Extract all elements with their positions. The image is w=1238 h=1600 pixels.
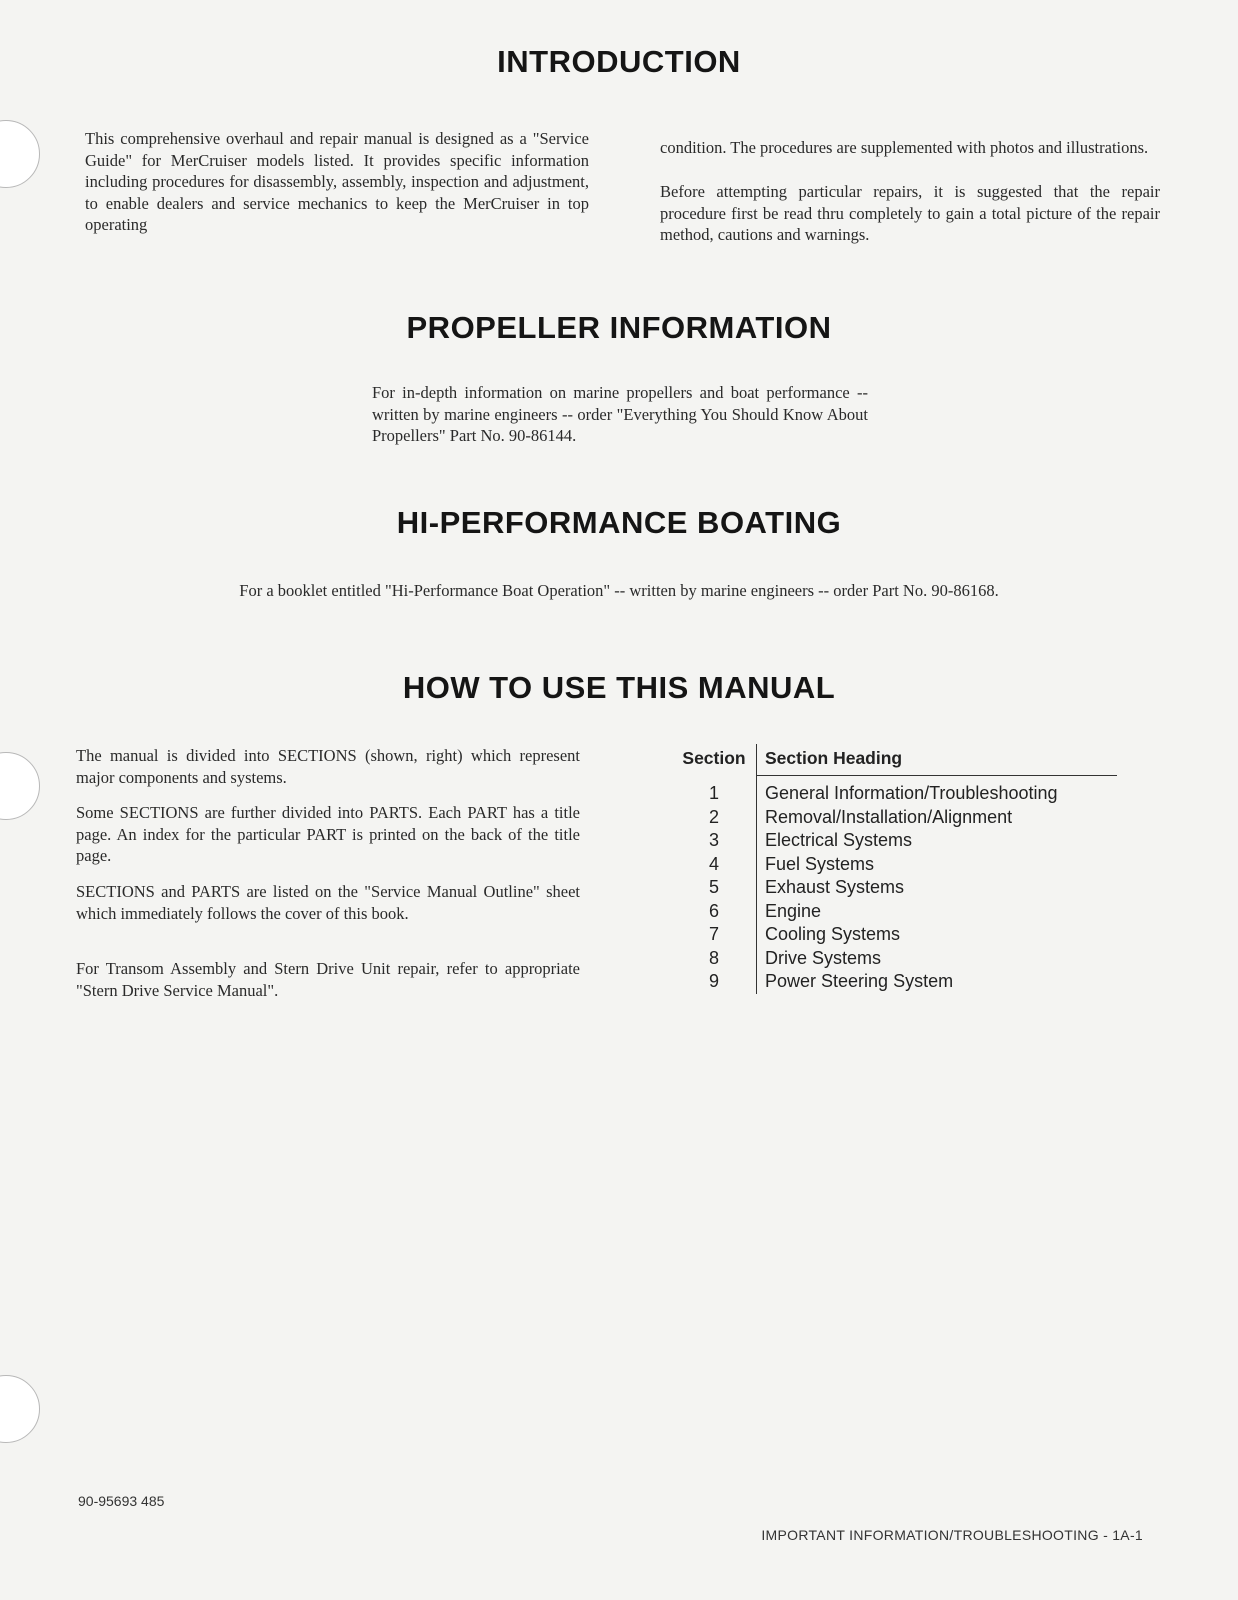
section-title: Exhaust Systems xyxy=(765,877,905,897)
section-title: Electrical Systems xyxy=(765,830,913,850)
section-title: General Information/Troubleshooting xyxy=(765,783,1058,803)
table-row xyxy=(672,970,1117,994)
section-table xyxy=(672,744,1117,994)
hi-performance-paragraph: For a booklet entitled "Hi-Performance Boat Operation" -- written by marine engineers -- order Part No. 90-86168. xyxy=(239,581,999,600)
punch-hole xyxy=(0,120,40,188)
section-title: Removal/Installation/Alignment xyxy=(765,806,1013,827)
section-number: 9 xyxy=(672,970,757,994)
section-number: 7 xyxy=(672,923,757,947)
section-number: 5 xyxy=(672,876,757,900)
section-heading-column-header: Section Heading xyxy=(757,744,1118,776)
punch-hole xyxy=(0,1375,40,1443)
table-row xyxy=(672,923,1117,947)
section-number: 4 xyxy=(672,853,757,877)
propeller-heading: PROPELLER INFORMATION xyxy=(406,310,832,345)
punch-hole xyxy=(0,752,40,820)
section-title: Drive Systems xyxy=(765,947,882,968)
footer-part-number: 90-95693 485 xyxy=(78,1493,165,1509)
section-column-header: Section xyxy=(672,744,757,776)
table-row xyxy=(672,947,1117,971)
how-to-use-paragraph: Some SECTIONS are further divided into PARTS. Each PART has a title page. An index for the particular PART is printed on the back of the title page. xyxy=(76,803,580,865)
section-number: 8 xyxy=(672,947,757,971)
section-number: 6 xyxy=(672,900,757,924)
hi-performance-heading: HI-PERFORMANCE BOATING xyxy=(396,505,842,540)
how-to-use-paragraph: For Transom Assembly and Stern Drive Unit repair, refer to appropriate "Stern Drive Service Manual". xyxy=(76,959,580,1000)
table-row xyxy=(672,829,1117,853)
table-row xyxy=(672,853,1117,877)
introduction-right-paragraph-2: Before attempting particular repairs, it is suggested that the repair procedure first be read thru completely to gain a total picture of the repair method, cautions and warnings. xyxy=(660,182,1160,244)
section-title: Power Steering System xyxy=(765,971,954,991)
how-to-use-paragraph: The manual is divided into SECTIONS (shown, right) which represent major components and systems. xyxy=(76,746,580,787)
introduction-heading: INTRODUCTION xyxy=(497,44,741,79)
table-row xyxy=(672,776,1117,806)
section-number: 3 xyxy=(672,829,757,853)
introduction-right-paragraph-1: condition. The procedures are supplemented with photos and illustrations. xyxy=(660,138,1149,157)
section-number: 1 xyxy=(672,776,757,806)
section-title: Fuel Systems xyxy=(765,853,875,874)
section-number: 2 xyxy=(672,806,757,830)
table-row xyxy=(672,900,1117,924)
table-row xyxy=(672,876,1117,900)
section-title: Cooling Systems xyxy=(765,924,901,944)
table-row xyxy=(672,806,1117,830)
section-title: Engine xyxy=(765,900,822,921)
how-to-use-paragraph: SECTIONS and PARTS are listed on the "Service Manual Outline" sheet which immediately follows the cover of this book. xyxy=(76,882,580,923)
footer-page-label: IMPORTANT INFORMATION/TROUBLESHOOTING - 1A-1 xyxy=(761,1527,1143,1543)
introduction-left-paragraph: This comprehensive overhaul and repair manual is designed as a "Service Guide" for MerCruiser models listed. It provides specific information including procedures for disassembly, assembly, inspection and adjustment, to enable dealers and service mechanics to keep the MerCruiser in top operating xyxy=(85,129,589,234)
how-to-use-heading: HOW TO USE THIS MANUAL xyxy=(402,670,836,705)
propeller-paragraph: For in-depth information on marine propellers and boat performance -- written by marine engineers -- order "Everything You Should Know About Propellers" Part No. 90-86144. xyxy=(372,383,868,445)
